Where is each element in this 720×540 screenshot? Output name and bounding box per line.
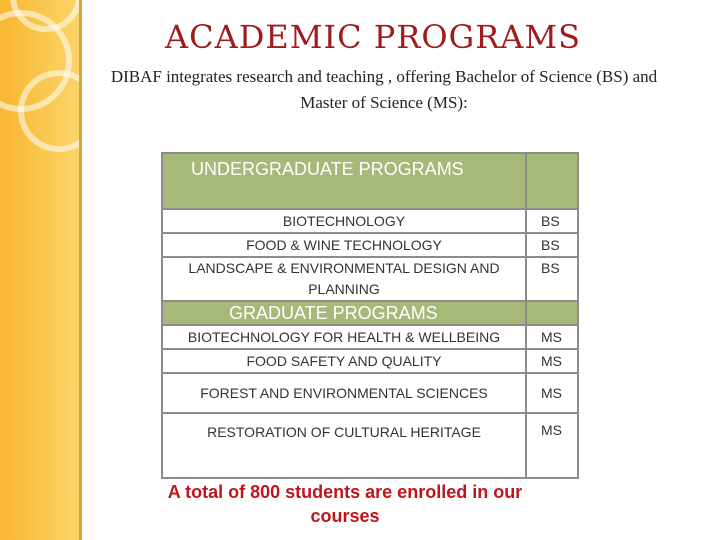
program-degree: MS bbox=[526, 413, 578, 478]
page-title: ACADEMIC PROGRAMS bbox=[165, 18, 582, 56]
table-row bbox=[162, 325, 578, 349]
decorative-sidebar bbox=[0, 0, 79, 540]
program-degree: MS bbox=[526, 325, 578, 349]
program-degree: BS bbox=[526, 233, 578, 257]
header-empty-cell bbox=[526, 153, 578, 209]
program-degree: MS bbox=[526, 349, 578, 373]
program-name: FOOD & WINE TECHNOLOGY bbox=[162, 233, 526, 257]
program-name: RESTORATION OF CULTURAL HERITAGE bbox=[162, 413, 526, 478]
table-row bbox=[162, 413, 578, 478]
header-empty-cell bbox=[526, 301, 578, 325]
program-name: BIOTECHNOLOGY FOR HEALTH & WELLBEING bbox=[162, 325, 526, 349]
grad-header: GRADUATE PROGRAMS bbox=[162, 301, 526, 325]
table-row bbox=[162, 209, 578, 233]
undergrad-header: UNDERGRADUATE PROGRAMS bbox=[162, 153, 526, 209]
program-degree: MS bbox=[526, 373, 578, 413]
program-name: FOREST AND ENVIRONMENTAL SCIENCES bbox=[162, 373, 526, 413]
program-degree: BS bbox=[526, 209, 578, 233]
page-subtitle: DIBAF integrates research and teaching , offering Bachelor of Science (BS) and Master of Science (MS): bbox=[110, 67, 658, 113]
program-name: FOOD SAFETY AND QUALITY bbox=[162, 349, 526, 373]
program-name: LANDSCAPE & ENVIRONMENTAL DESIGN AND PLANNING bbox=[162, 257, 526, 301]
table-row bbox=[162, 349, 578, 373]
program-name: BIOTECHNOLOGY bbox=[162, 209, 526, 233]
table-row bbox=[162, 373, 578, 413]
sidebar-divider bbox=[79, 0, 82, 540]
programs-table bbox=[161, 152, 579, 479]
grad-header-row bbox=[162, 301, 578, 325]
undergrad-header-row bbox=[162, 153, 578, 209]
table-row bbox=[162, 233, 578, 257]
enrollment-note: A total of 800 students are enrolled in our courses bbox=[167, 482, 523, 527]
program-degree: BS bbox=[526, 257, 578, 301]
table-row bbox=[162, 257, 578, 301]
